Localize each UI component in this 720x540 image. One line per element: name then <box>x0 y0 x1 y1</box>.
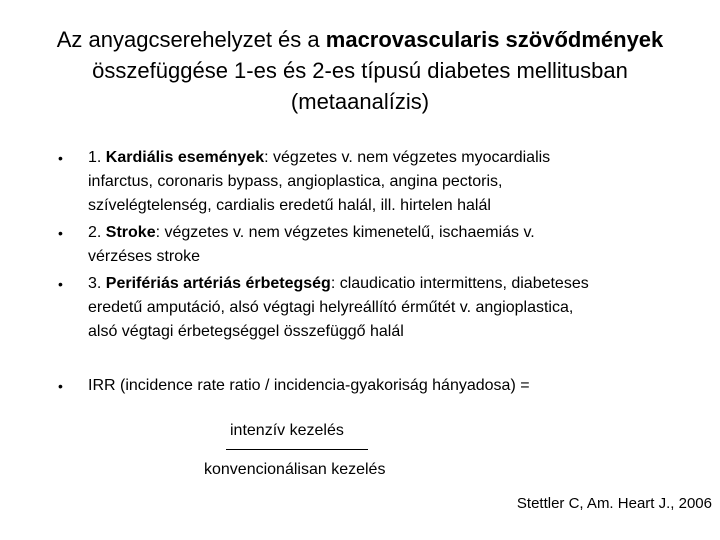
slide-title <box>20 24 700 117</box>
bullet-line: szívelégtelenség, cardialis eredetű halál, ill. hirtelen halál <box>88 197 491 214</box>
title-line-3: (metaanalízis) <box>290 89 430 114</box>
bullet-line: alsó végtagi érbetegséggel összefüggő halál <box>88 323 404 340</box>
bullet-line <box>88 146 648 170</box>
bullet-line: IRR (incidence rate ratio / incidencia-gyakoriság hányadosa) = <box>88 377 530 394</box>
line-prefix: 3. <box>88 275 106 292</box>
fraction-divider <box>226 449 368 450</box>
bullet-line: vérzéses stroke <box>88 248 201 265</box>
line-bold: Kardiális események <box>105 149 265 166</box>
bullet-text <box>88 146 648 218</box>
bullet-line <box>88 221 648 245</box>
bullet-text <box>88 272 648 344</box>
line-rest: : végzetes v. nem végzetes myocardialis <box>264 149 551 166</box>
bullet-marker: • <box>58 378 63 394</box>
citation: Stettler C, Am. Heart J., 2006 <box>516 495 712 512</box>
line-bold: Stroke <box>105 224 156 241</box>
line-prefix: 2. <box>88 224 106 241</box>
title-part-1: Az anyagcserehelyzet és a <box>56 27 326 52</box>
fraction-numerator: intenzív kezelés <box>230 422 344 439</box>
title-line-1 <box>20 24 700 55</box>
bullet-text <box>88 221 648 269</box>
bullet-marker: • <box>58 150 63 166</box>
bullet-line: eredetű amputáció, alsó végtagi helyreállító érműtét v. angioplastica, <box>88 299 574 316</box>
bullet-marker: • <box>58 276 63 292</box>
bullet-marker: • <box>58 225 63 241</box>
line-rest: : végzetes v. nem végzetes kimenetelű, ischaemiás v. <box>155 224 535 241</box>
fraction-denominator: konvencionálisan kezelés <box>204 461 386 478</box>
bullet-text <box>88 374 648 398</box>
title-line-2: összefüggése 1-es és 2-es típusú diabetes mellitusban <box>92 58 628 83</box>
line-bold: Perifériás artériás érbetegség <box>105 275 331 292</box>
bullet-line <box>88 272 648 296</box>
line-rest: : claudicatio intermittens, diabeteses <box>330 275 589 292</box>
title-bold: macrovascularis szövődmények <box>325 27 664 52</box>
bullet-line: infarctus, coronaris bypass, angioplastica, angina pectoris, <box>88 173 503 190</box>
line-prefix: 1. <box>88 149 106 166</box>
